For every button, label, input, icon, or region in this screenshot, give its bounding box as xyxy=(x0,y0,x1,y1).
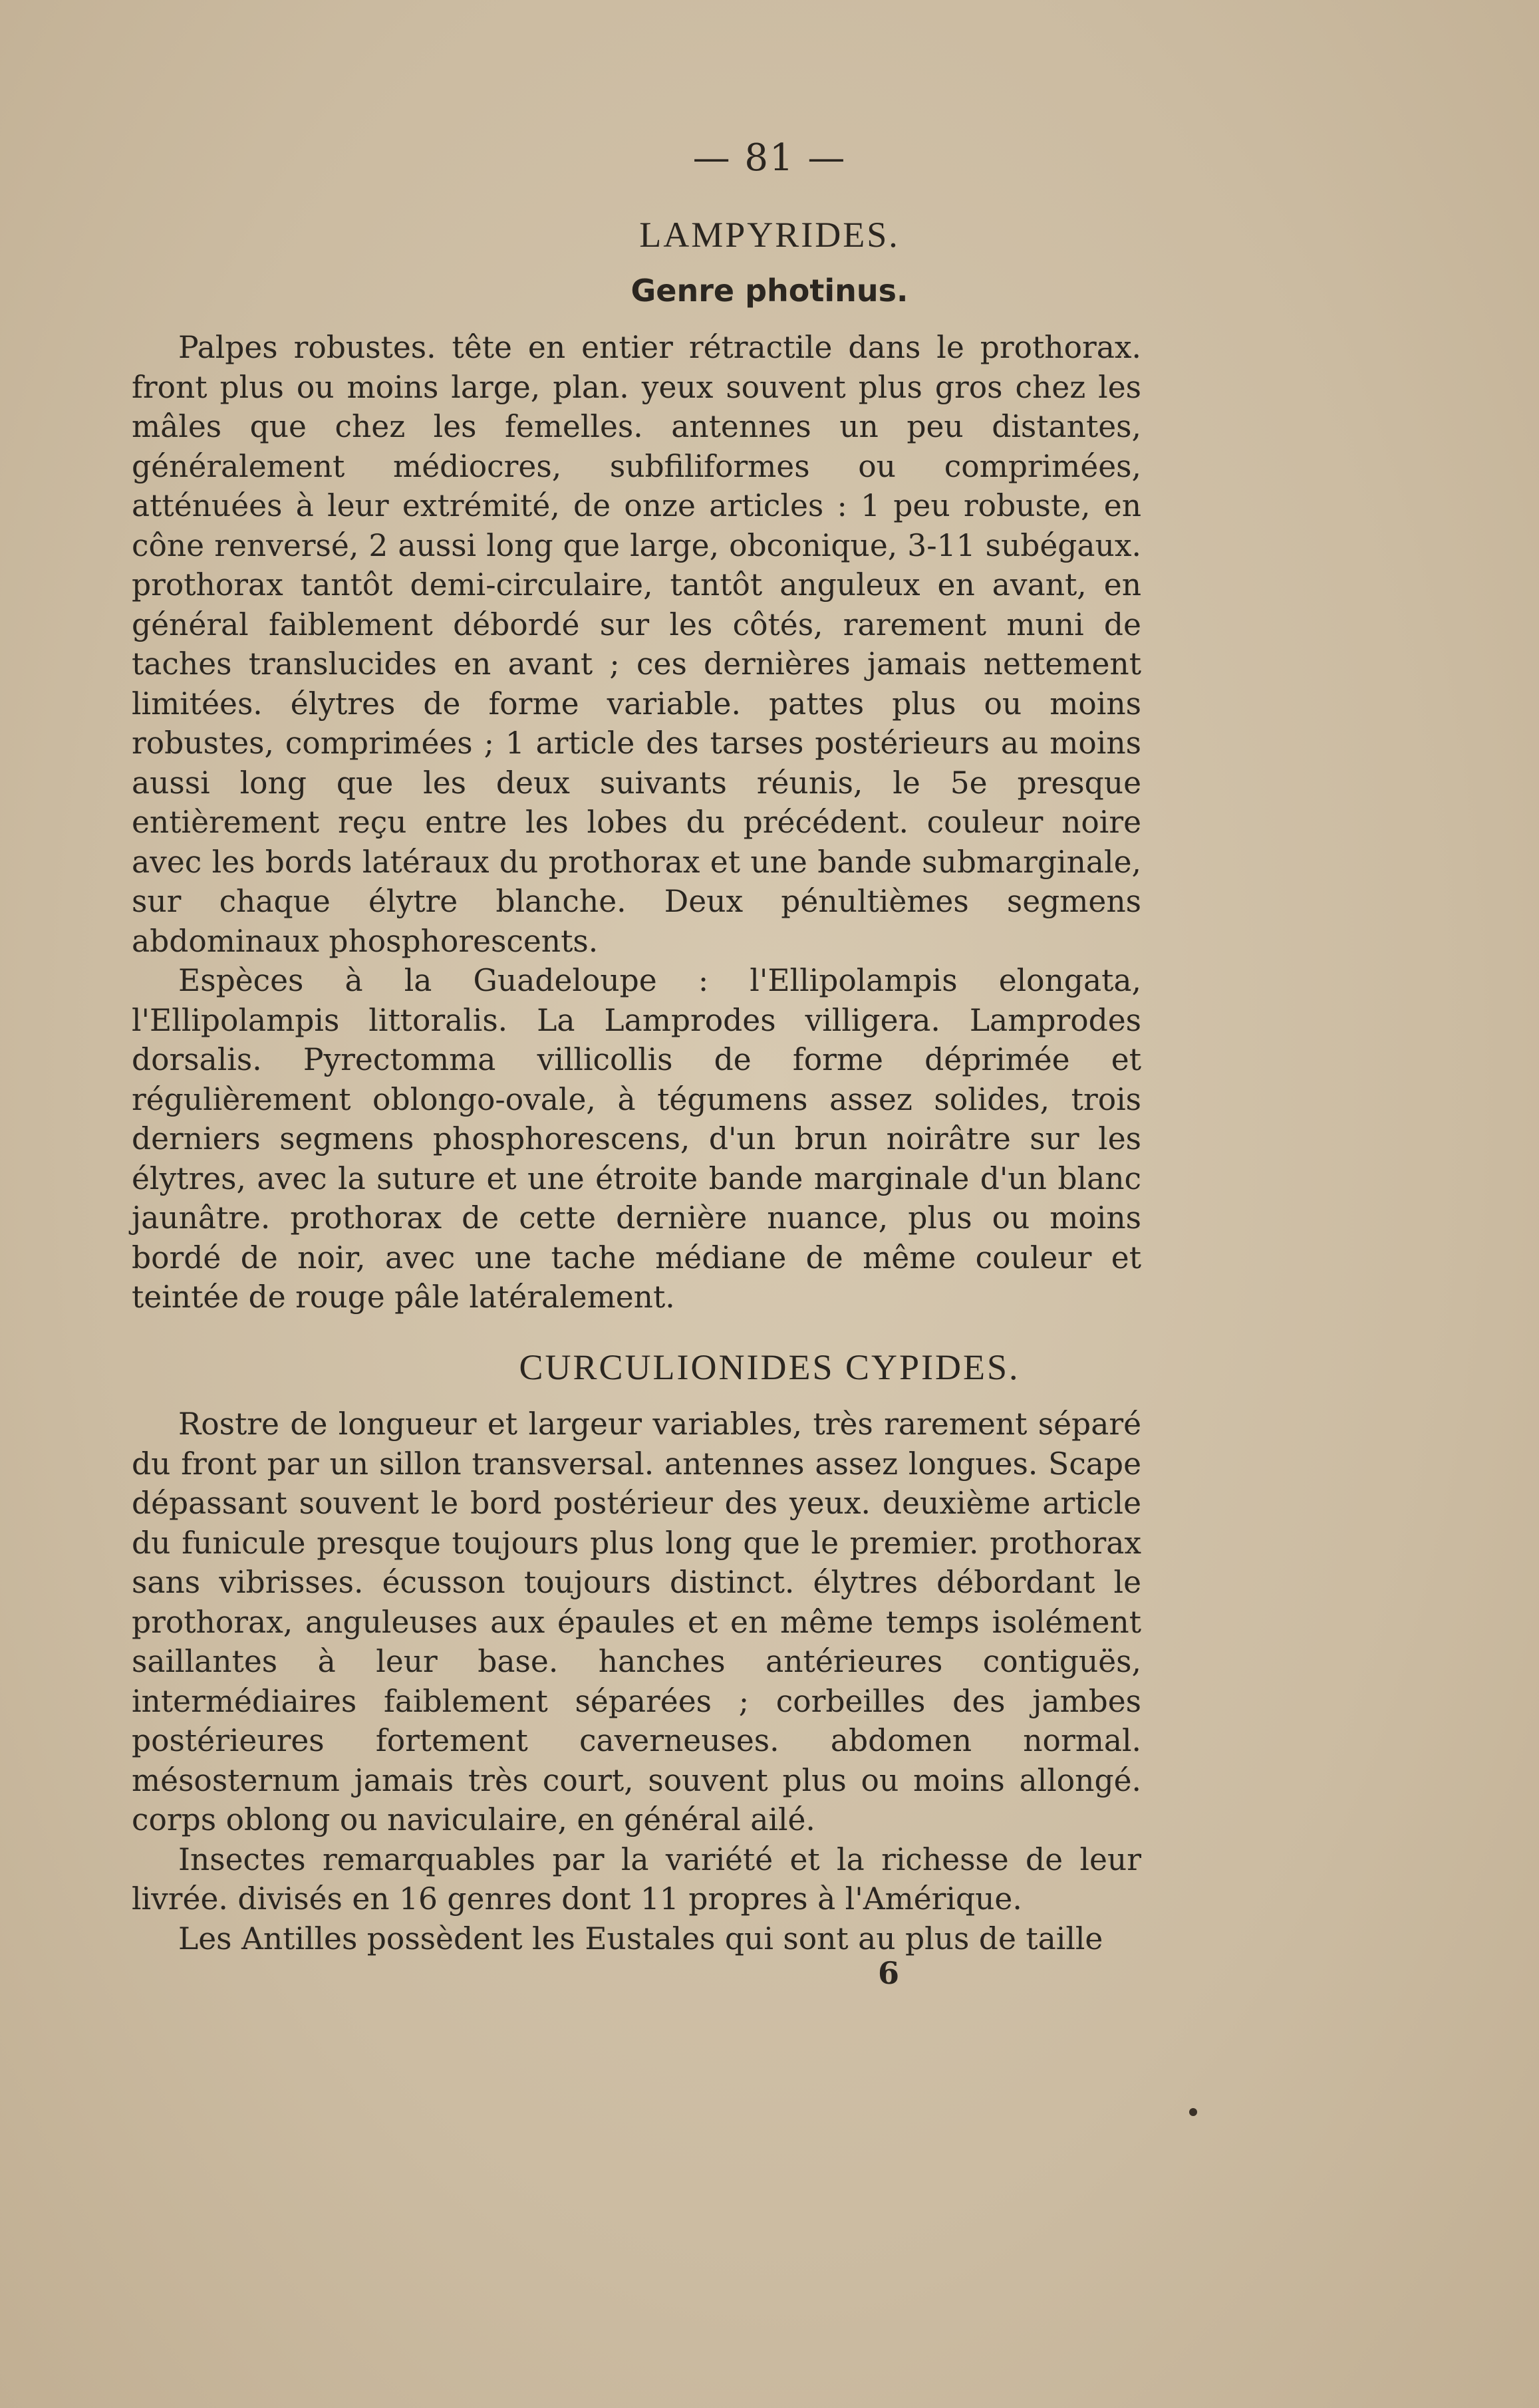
genre-heading: Genre photinus. xyxy=(630,273,909,309)
paragraph: Espèces à la Guadeloupe : l'Ellipolampis elongata, l'Ellipolampis littoralis. La Lamprodes villigera. Lamprodes dorsalis. Pyrectomma villicollis de forme déprimée et régulièrement oblongo-ovale, à tégumens assez solides, trois derniers segmens phosphorescens, d'un brun noirâtre sur les élytres, avec la suture et une étroite bande marginale d'un blanc jaunâtre. prothorax de cette dernière nuance, plus ou moins bordé de noir, avec une tache médiane de même couleur et teintée de rouge pâle latéralement. xyxy=(132,963,1141,1315)
paragraph: Insectes remarquables par la variété et la richesse de leur livrée. divisés en 16 genres dont 11 propres à l'Amérique. xyxy=(132,1841,1141,1917)
signature-mark: 6 xyxy=(878,1955,900,1991)
section-title-lampyrides: LAMPYRIDES. xyxy=(639,215,900,255)
curculionides-body xyxy=(132,1405,1141,1958)
page-number: — 81 — xyxy=(692,136,847,180)
lampyrides-body xyxy=(132,328,1141,1317)
ink-speck xyxy=(1189,2108,1197,2116)
paragraph: Rostre de longueur et largeur variables, très rarement séparé du front par un sillon transversal. antennes assez longues. Scape dépassant souvent le bord postérieur des yeux. deuxième article du funicule presque toujours plus long que le premier. prothorax sans vibrisses. écusson toujours distinct. élytres débordant le prothorax, anguleuses aux épaules et en même temps isolément saillantes à leur base. hanches antérieures contiguës, intermédiaires faiblement séparées ; corbeilles des jambes postérieures fortement caverneuses. abdomen normal. mésosternum jamais très court, souvent plus ou moins allongé. corps oblong ou naviculaire, en général ailé. xyxy=(132,1406,1141,1837)
paragraph: Les Antilles possèdent les Eustales qui sont au plus de taille xyxy=(178,1921,1103,1956)
paragraph: Palpes robustes. tête en entier rétractile dans le prothorax. front plus ou moins large, plan. yeux souvent plus gros chez les mâles que chez les femelles. antennes un peu distantes, généralement médiocres, subfiliformes ou comprimées, atténuées à leur extrémité, de onze articles : 1 peu robuste, en cône renversé, 2 aussi long que large, obconique, 3-11 subégaux. prothorax tantôt demi-circulaire, tantôt anguleux en avant, en général faiblement débordé sur les côtés, rarement muni de taches translucides en avant ; ces dernières jamais nettement limitées. élytres de forme variable. pattes plus ou moins robustes, comprimées ; 1 article des tarses postérieurs au moins aussi long que les deux suivants réunis, le 5e presque entièrement reçu entre les lobes du précédent. couleur noire avec les bords latéraux du prothorax et une bande submarginale, sur chaque élytre blanche. Deux pénultièmes segmens abdominaux phosphorescents. xyxy=(132,330,1141,959)
section-title-curculionides: CURCULIONIDES CYPIDES. xyxy=(519,1347,1020,1387)
